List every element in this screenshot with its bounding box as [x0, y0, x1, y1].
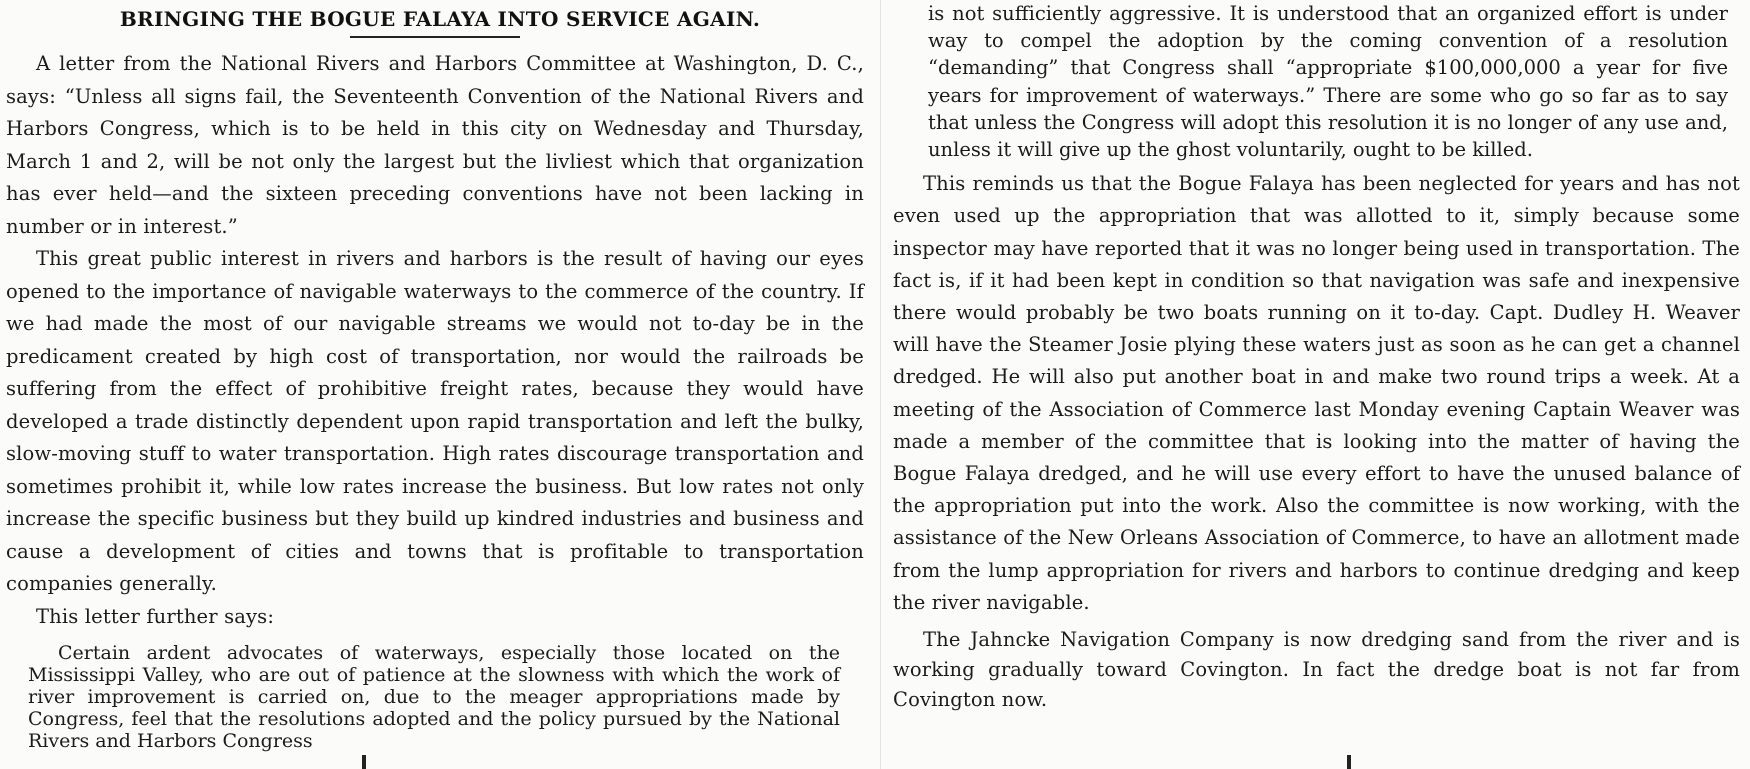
article-headline: BRINGING THE BOGUE FALAYA INTO SERVICE AGAIN.	[119, 7, 761, 31]
quoted-passage-continued: is not sufficiently aggressive. It is understood that an organized effort is under way to compel the adoption by the coming convention of a resolution “demanding” that Congress shall “appropriate $100,000,000 a year for five years for improvement of waterways.” There are some who go so far as to say that unless the Congress will adopt this resolution it is no longer of any use and, unless it will give up the ghost voluntarily, ought to be killed.	[928, 2, 1728, 162]
paragraph-jahncke: The Jahncke Navigation Company is now dredging sand from the river and is working gradually toward Covington. In fact the dredge boat is not far from Covington now.	[893, 628, 1740, 712]
paragraph-bogue-falaya: This reminds us that the Bogue Falaya has been neglected for years and has not even used up the appropriation that was allotted to it, simply because some inspector may have reported that it was no longer being used in transportation. The fact is, if it had been kept in condition so that navigation was safe and inexpensive there would probably be two boats running on it to-day. Capt. Dudley H. Weaver will have the Steamer Josie plying these waters just as soon as he can get a channel dredged. He will also put another boat in and make two round trips a week. At a meeting of the Association of Commerce last Monday evening Captain Weaver was made a member of the committee that is looking into the matter of having the Bogue Falaya dredged, and he will use every effort to have the unused balance of the appropriation put into the work. Also the committee is now working, with the assistance of the New Orleans Association of Commerce, to have an allotment made from the lump appropriation for rivers and harbors to continue dredging and keep the river navigable.	[893, 172, 1740, 614]
column-divider	[880, 0, 881, 769]
paragraph-letter-intro: A letter from the National Rivers and Harbors Committee at Washington, D. C., says: “Unless all signs fail, the Seventeenth Convention of the National Rivers and Harbors Congress, which is to be held in this city on Wednesday and Thursday, March 1 and 2, will be not only the largest but the livliest which that organization has ever held—and the sixteen preceding conventions have not been lacking in number or in interest.”	[6, 52, 864, 238]
headline-rule	[350, 36, 520, 38]
right-column	[893, 0, 1750, 715]
print-mark-left	[362, 755, 366, 769]
paragraph-public-interest: This great public interest in rivers and harbors is the result of having our eyes opened to the importance of navigable waterways to the commerce of the country. If we had made the most of our navigable streams we would not to-day be in the predicament created by high cost of transportation, nor would the railroads be suffering from the effect of prohibitive freight rates, because they would have developed a trade distinctly dependent upon rapid transportation and left the bulky, slow-moving stuff to water transportation. High rates discourage transportation and sometimes prohibit it, while low rates increase the business. But low rates not only increase the specific business but they build up kindred industries and business and cause a development of cities and towns that is profitable to transportation companies generally.	[6, 247, 864, 595]
left-column	[0, 0, 870, 752]
quoted-passage-start: Certain ardent advocates of waterways, especially those located on the Mississippi Valley, who are out of patience at the slowness with which the work of river improvement is carried on, due to the meager appropriations made by Congress, feel that the resolutions adopted and the policy pursued by the National Rivers and Harbors Congress	[28, 642, 840, 752]
print-mark-right	[1347, 755, 1351, 769]
paragraph-letter-further: This letter further says:	[36, 604, 275, 628]
